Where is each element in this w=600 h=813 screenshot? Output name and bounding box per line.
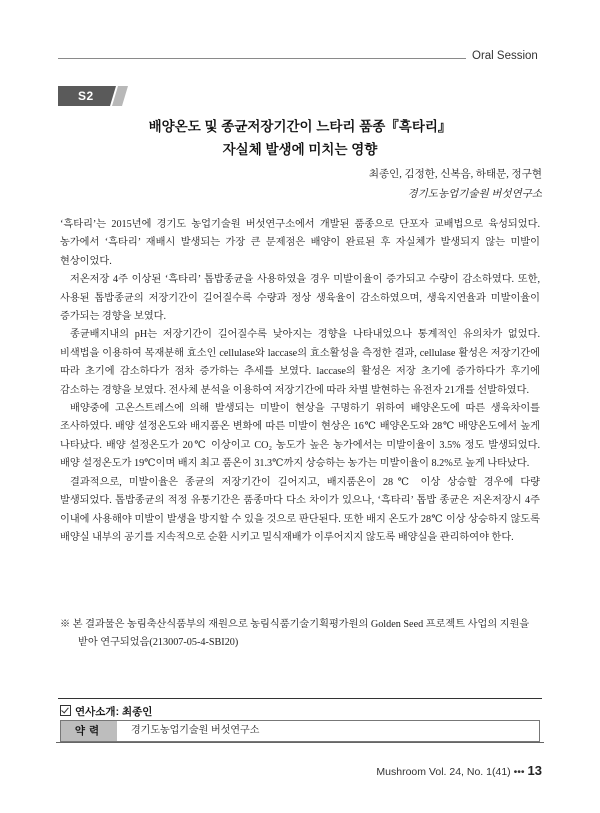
paragraph: ‘흑타리’는 2015년에 경기도 농업기술원 버섯연구소에서 개발된 품종으로 단포자 교배법으로 육성되었다. 농가에서 ‘흑타리’ 재배시 발생되는 가장 큰 문제점은 배양이 완료된 후 자실체가 발생되지 않는 미발이 현상이었다. (60, 219, 540, 267)
session-badge-label: S2 (78, 89, 94, 103)
footer-separator: ••• (513, 766, 525, 778)
affiliation: 경기도농업기술원 버섯연구소 (407, 189, 542, 200)
speaker-intro-label: 연사소개: 최종인 (75, 706, 153, 718)
bio-rule (58, 698, 542, 699)
footer (376, 763, 542, 778)
footer-rule (56, 742, 544, 743)
paper-title-line2: 자실체 발생에 미치는 영향 (222, 142, 378, 157)
bio-value: 경기도농업기술원 버섯연구소 (131, 725, 260, 736)
header-rule (58, 58, 466, 59)
session-label: Oral Session (472, 50, 538, 62)
funding-note: ※ 본 결과물은 농림축산식품부의 재원으로 농림식품기술기획평가원의 Golden Seed 프로젝트 사업의 지원을 받아 연구되었음(213007-05-4-SBI20) (60, 619, 530, 649)
speaker-intro (60, 704, 152, 719)
abstract-body (60, 216, 540, 547)
paragraph: 결과적으로, 미발이율은 종균의 저장기간이 길어지고, 배지품온이 28℃ 이상 상승할 경우에 다량 발생되었다. 톱밥종균의 적정 유통기간은 품종마다 다소 차이가 있으나, ‘흑타리’ 톱밥 종균은 저온저장시 4주 이내에 사용해야 미발이 발생을 방지할 수 있을 것으로 판단된다. 또한 배지 온도가 28℃ 이상 상승하지 않도록 배양실 내부의 공기를 지속적으로 순환 시키고 밀식재배가 이루어지지 않도록 배양실을 관리하여야 한다. (60, 476, 540, 543)
authors: 최종인, 김정한, 신복음, 하태문, 정구현 (368, 169, 542, 180)
checkbox-icon (60, 705, 71, 716)
paragraph: 종균배지내의 pH는 저장기간이 길어질수록 낮아지는 경향을 나타내었으나 통계적인 유의차가 없었다. 비색법을 이용하여 목재분해 효소인 cellulase와 laccase의 효소활성을 측정한 결과, cellulase 활성은 저장기간에 따라 초기에 감소하다가 점차 증가하는 추세를 보였다. laccase의 활성은 저장 초기에 증가하다가 후기에 감소하는 경향을 보였다. 전사체 분석을 이용하여 저장기간에 따라 차별 발현하는 유전자 21개를 선발하였다. (60, 329, 540, 396)
paper-title-line1: 배양온도 및 종균저장기간이 느타리 품종『흑타리』 (148, 119, 452, 134)
page-number: 13 (527, 763, 542, 778)
paragraph: 배양중에 고온스트레스에 의해 발생되는 미발이 현상을 구명하기 위하여 배양온도에 따른 생육차이를 조사하였다. 배양 설정온도와 배지품온 변화에 따른 미발이 현상은 16℃ 배양온도와 28℃ 배양온도에서 높게 나타났다. 배양 설정온도가 20℃ 이상이고 CO₂ 농도가 높은 농가에서는 미발이율이 3.5% 정도 발생되었다. 배양 설정온도가 19℃이며 배지 최고 품온이 31.3℃까지 상승하는 농가는 미발이율이 8.2%로 높게 나타났다. (60, 403, 540, 470)
paragraph: 저온저장 4주 이상된 ‘흑타리’ 톱밥종균을 사용하였을 경우 미발이율이 증가되고 수량이 감소하였다. 또한, 사용된 톱밥종균의 저장기간이 길어질수록 수량과 정상 생육율이 감소하였으며, 생육지연율과 미발이율이 증가되는 경향을 보였다. (60, 274, 540, 323)
bio-table-row (60, 720, 540, 742)
bio-key: 약력 (61, 721, 117, 741)
journal-citation: Mushroom Vol. 24, No. 1(41) (376, 766, 511, 778)
